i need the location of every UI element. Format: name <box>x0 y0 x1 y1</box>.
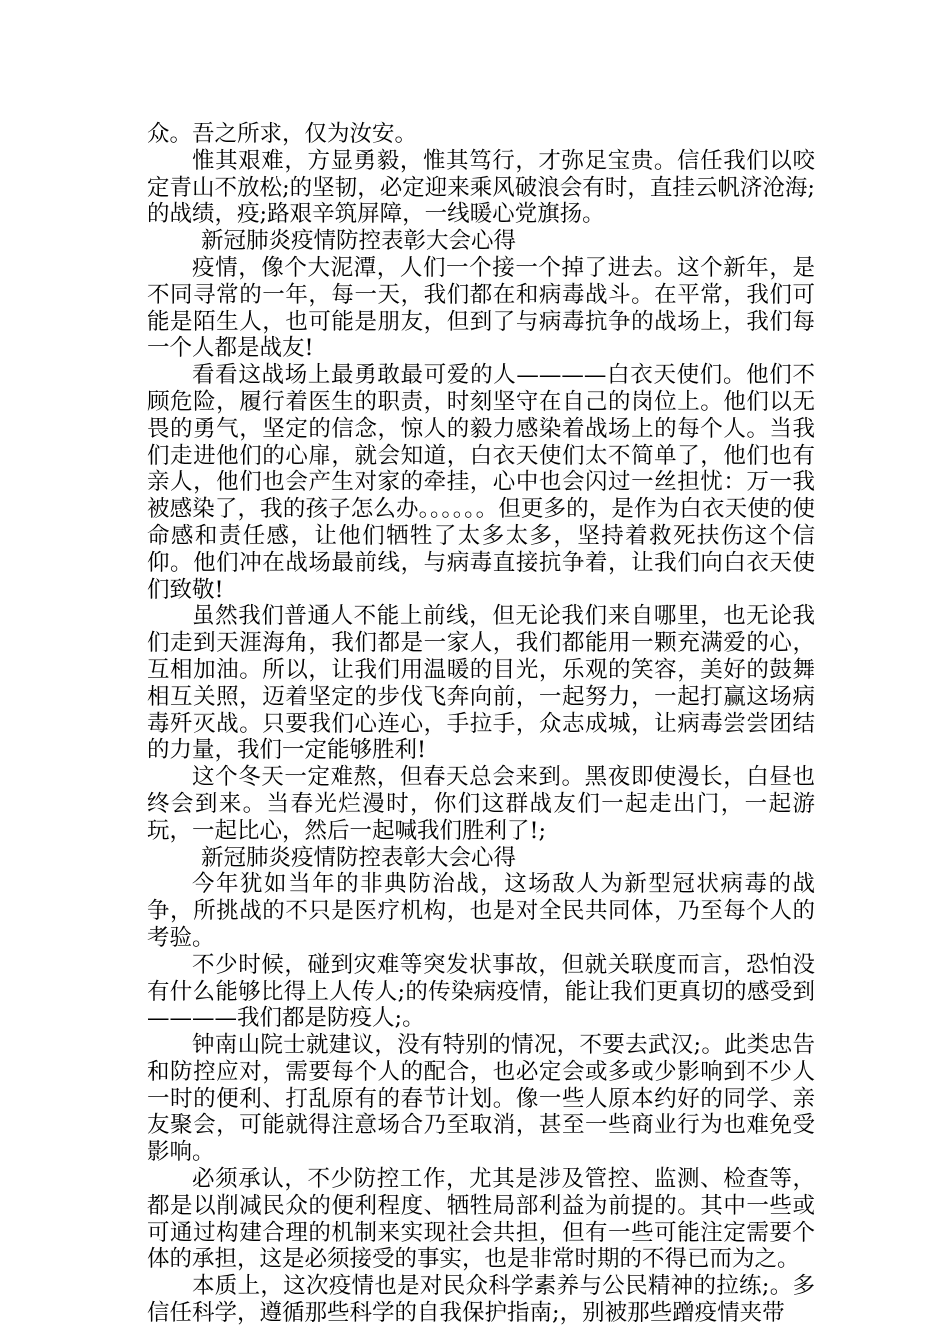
paragraph: 今年犹如当年的非典防治战，这场敌人为新型冠状病毒的战争，所挑战的不只是医疗机构，也是对全民共同体，乃至每个人的考验。 <box>147 871 815 951</box>
section-heading: 新冠肺炎疫情防控表彰大会心得 <box>201 844 517 871</box>
paragraph: 虽然我们普通人不能上前线，但无论我们来自哪里，也无论我们走到天涯海角，我们都是一家人，我们都能用一颗充满爱的心，互相加油。所以，让我们用温暖的目光，乐观的笑容，美好的鼓舞相互关照，迈着坚定的步伐飞奔向前，一起努力，一起打赢这场病毒歼灭战。只要我们心连心，手拉手，众志成城，让病毒尝尝团结的力量，我们一定能够胜利! <box>147 603 815 764</box>
paragraph-continuation: 众。吾之所求，仅为汝安。 <box>147 121 418 147</box>
paragraph: 钟南山院士就建议，没有特别的情况，不要去武汉;。此类忠告和防控应对，需要每个人的配合，也必定会或多或少影响到不少人一时的便利、打乱原有的春节计划。像一些人原本约好的同学、亲友聚会，可能就得注意场合乃至取消，甚至一些商业行为也难免受影响。 <box>147 1032 815 1166</box>
document-page <box>147 121 815 1327</box>
paragraph: 不少时候，碰到灾难等突发状事故，但就关联度而言，恐怕没有什么能够比得上人传人;的传染病疫情，能让我们更真切的感受到————我们都是防疫人;。 <box>147 951 815 1032</box>
paragraph: 必须承认，不少防控工作，尤其是涉及管控、监测、检查等，都是以削减民众的便利程度、牺牲局部利益为前提的。其中一些或可通过构建合理的机制来实现社会共担，但有一些可能注定需要个体的承担，这是必须接受的事实，也是非常时期的不得已而为之。 <box>147 1166 815 1273</box>
section-heading: 新冠肺炎疫情防控表彰大会心得 <box>201 228 517 255</box>
paragraph: 本质上，这次疫情也是对民众科学素养与公民精神的拉练;。多信任科学，遵循那些科学的自我保护指南;，别被那些蹭疫情夹带 <box>147 1273 815 1327</box>
paragraph: 这个冬天一定难熬，但春天总会来到。黑夜即使漫长，白昼也终会到来。当春光烂漫时，你们这群战友们一起走出门，一起游玩，一起比心，然后一起喊我们胜利了!; <box>147 764 815 844</box>
paragraph: 疫情，像个大泥潭，人们一个接一个掉了进去。这个新年，是不同寻常的一年，每一天，我们都在和病毒战斗。在平常，我们可能是陌生人，也可能是朋友，但到了与病毒抗争的战场上，我们每一个人都是战友! <box>147 254 815 362</box>
paragraph: 惟其艰难，方显勇毅，惟其笃行，才弥足宝贵。信任我们以咬定青山不放松;的坚韧，必定迎来乘风破浪会有时，直挂云帆济沧海;的战绩，疫;路艰辛筑屏障，一线暖心党旗扬。 <box>147 147 815 228</box>
paragraph: 看看这战场上最勇敢最可爱的人————白衣天使们。他们不顾危险，履行着医生的职责，时刻坚守在自己的岗位上。他们以无畏的勇气，坚定的信念，惊人的毅力感染着战场上的每个人。当我们走进他们的心扉，就会知道，白衣天使们太不简单了，他们也有亲人，他们也会产生对家的牵挂，心中也会闪过一丝担忧：万一我被感染了，我的孩子怎么办。。。。。。但更多的，是作为白衣天使的使命感和责任感，让他们牺牲了太多太多，坚持着救死扶伤这个信仰。他们冲在战场最前线，与病毒直接抗争着，让我们向白衣天使们致敬! <box>147 362 815 603</box>
